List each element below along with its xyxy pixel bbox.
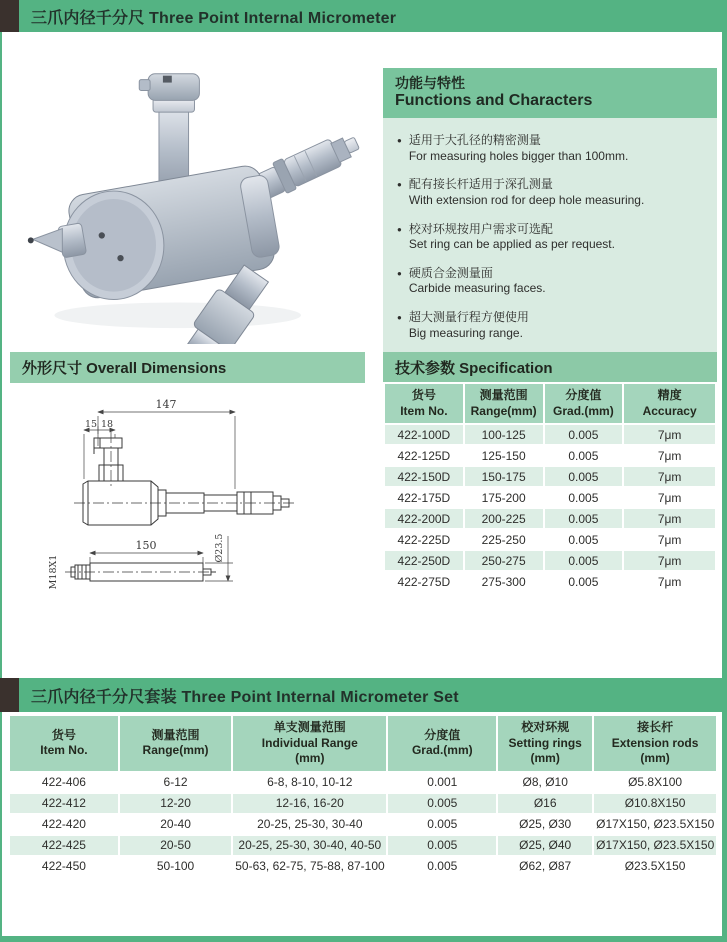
dimensions-section-heading: 外形尺寸 Overall Dimensions: [10, 352, 365, 383]
table-cell: 200-225: [465, 509, 543, 528]
feature-text-cn: 适用于大孔径的精密测量: [408, 133, 541, 148]
set-table: [8, 714, 718, 878]
table-cell: 6-8, 8-10, 10-12: [233, 773, 386, 792]
table-cell: 7μm: [624, 488, 715, 507]
feature-text-en: Set ring can be applied as per request.: [408, 237, 615, 252]
table-cell: Ø5.8X100: [594, 773, 716, 792]
table-row: [10, 857, 716, 876]
column-header: 货号 Item No.: [10, 716, 118, 771]
table-cell: 422-425: [10, 836, 118, 855]
table-cell: 422-450: [10, 857, 118, 876]
column-header: 接长杆 Extension rods (mm): [594, 716, 716, 771]
table-cell: Ø17X150, Ø23.5X150: [594, 815, 716, 834]
bullet-icon: ●: [397, 224, 402, 234]
table-row: [385, 446, 715, 465]
table-row: [385, 488, 715, 507]
table-row: [385, 425, 715, 444]
page-border-left: [0, 0, 2, 942]
column-header: 测量范围 Range(mm): [465, 384, 543, 423]
table-cell: Ø23.5X150: [594, 857, 716, 876]
table-cell: 50-63, 62-75, 75-88, 87-100: [233, 857, 386, 876]
table-cell: 7μm: [624, 551, 715, 570]
feature-text-en: With extension rod for deep hole measuring.: [408, 192, 645, 207]
table-cell: Ø62, Ø87: [498, 857, 592, 876]
specification-table-head: [385, 384, 715, 423]
table-cell: 0.005: [388, 815, 496, 834]
feature-text-cn: 配有接长杆适用于深孔测量: [408, 177, 553, 192]
table-cell: 422-200D: [385, 509, 463, 528]
table-cell: 100-125: [465, 425, 543, 444]
specification-table-body: [385, 425, 715, 591]
table-cell: 12-20: [120, 794, 231, 813]
table-cell: 7μm: [624, 425, 715, 444]
feature-item: [395, 222, 705, 253]
table-cell: 422-175D: [385, 488, 463, 507]
table-cell: 7μm: [624, 572, 715, 591]
table-cell: 7μm: [624, 446, 715, 465]
table-cell: 12-16, 16-20: [233, 794, 386, 813]
table-cell: 422-250D: [385, 551, 463, 570]
feature-text-cn: 硬质合金测量面: [408, 265, 493, 280]
set-header-bar: [0, 678, 727, 712]
table-cell: Ø8, Ø10: [498, 773, 592, 792]
feature-text-cn: 校对环规按用户需求可选配: [408, 221, 553, 236]
table-cell: Ø25, Ø40: [498, 836, 592, 855]
main-header-bar: [0, 0, 727, 32]
header-row: [385, 384, 715, 423]
table-cell: 7μm: [624, 530, 715, 549]
dim-label-18: 18: [100, 419, 114, 430]
header-accent-square: [0, 0, 19, 32]
header-row: [10, 716, 716, 771]
table-cell: 422-100D: [385, 425, 463, 444]
table-cell: 422-412: [10, 794, 118, 813]
table-cell: 125-150: [465, 446, 543, 465]
functions-heading-en: Functions and Characters: [395, 91, 593, 109]
product-photo: [15, 46, 370, 344]
table-row: [10, 815, 716, 834]
table-cell: 275-300: [465, 572, 543, 591]
dimension-drawing: [10, 386, 375, 662]
specification-table: [383, 382, 717, 593]
dim-label-thread: M18X1: [48, 554, 59, 590]
table-cell: 20-50: [120, 836, 231, 855]
table-cell: 422-125D: [385, 446, 463, 465]
bullet-icon: ●: [397, 136, 402, 146]
table-cell: 7μm: [624, 467, 715, 486]
bullet-icon: ●: [397, 180, 402, 190]
functions-heading: [383, 68, 717, 118]
dim-label-150: 150: [135, 539, 157, 552]
table-cell: 6-12: [120, 773, 231, 792]
table-cell: 0.005: [545, 488, 623, 507]
functions-list: [383, 118, 717, 361]
header-accent-square: [0, 678, 19, 712]
feature-text-en: Big measuring range.: [408, 325, 523, 340]
column-header: 校对环规 Setting rings (mm): [498, 716, 592, 771]
table-row: [385, 551, 715, 570]
table-cell: 0.005: [545, 551, 623, 570]
table-cell: 422-225D: [385, 530, 463, 549]
bullet-icon: ●: [397, 312, 402, 322]
dim-label-diameter: Ø23.5: [214, 533, 225, 563]
column-header: 单支测量范围 Individual Range (mm): [233, 716, 386, 771]
set-table-body: [10, 773, 716, 876]
column-header: 分度值 Grad.(mm): [545, 384, 623, 423]
page-title: 三爪内径千分尺 Three Point Internal Micrometer: [31, 9, 397, 27]
table-cell: 422-406: [10, 773, 118, 792]
table-cell: 0.005: [545, 530, 623, 549]
table-row: [385, 530, 715, 549]
table-cell: Ø10.8X150: [594, 794, 716, 813]
table-cell: Ø17X150, Ø23.5X150: [594, 836, 716, 855]
table-cell: 0.005: [388, 857, 496, 876]
table-cell: 422-150D: [385, 467, 463, 486]
table-cell: 0.005: [388, 836, 496, 855]
specification-heading: 技术参数 Specification: [383, 352, 717, 382]
table-cell: 250-275: [465, 551, 543, 570]
set-table-head: [10, 716, 716, 771]
table-row: [10, 773, 716, 792]
table-row: [385, 509, 715, 528]
table-row: [10, 836, 716, 855]
table-cell: 20-40: [120, 815, 231, 834]
feature-text-en: Carbide measuring faces.: [408, 281, 546, 296]
table-cell: 20-25, 25-30, 30-40: [233, 815, 386, 834]
column-header: 分度值 Grad.(mm): [388, 716, 496, 771]
table-cell: 225-250: [465, 530, 543, 549]
functions-panel: [383, 68, 717, 361]
set-section-title: 三爪内径千分尺套装 Three Point Internal Micrometer Set: [31, 688, 459, 706]
table-cell: 0.001: [388, 773, 496, 792]
dim-label-147: 147: [155, 398, 177, 411]
table-cell: 422-275D: [385, 572, 463, 591]
column-header: 货号 Item No.: [385, 384, 463, 423]
feature-item: [395, 266, 705, 297]
table-cell: 7μm: [624, 509, 715, 528]
feature-item: [395, 177, 705, 208]
table-cell: 150-175: [465, 467, 543, 486]
table-cell: 50-100: [120, 857, 231, 876]
functions-heading-cn: 功能与特性: [395, 75, 465, 91]
table-cell: 422-420: [10, 815, 118, 834]
column-header: 测量范围 Range(mm): [120, 716, 231, 771]
table-cell: 0.005: [545, 425, 623, 444]
table-row: [385, 467, 715, 486]
dim-label-15: 15: [84, 419, 98, 430]
set-table-section: [8, 714, 718, 878]
bullet-icon: ●: [397, 268, 402, 278]
feature-item: [395, 133, 705, 164]
table-cell: Ø25, Ø30: [498, 815, 592, 834]
table-cell: 0.005: [545, 467, 623, 486]
specification-panel: [383, 352, 717, 593]
feature-item: [395, 310, 705, 341]
table-cell: 0.005: [388, 794, 496, 813]
table-cell: 20-25, 25-30, 30-40, 40-50: [233, 836, 386, 855]
table-cell: 0.005: [545, 572, 623, 591]
table-row: [385, 572, 715, 591]
feature-text-en: For measuring holes bigger than 100mm.: [408, 148, 629, 163]
table-row: [10, 794, 716, 813]
table-cell: Ø16: [498, 794, 592, 813]
table-cell: 175-200: [465, 488, 543, 507]
column-header: 精度 Accuracy: [624, 384, 715, 423]
table-cell: 0.005: [545, 509, 623, 528]
page-border-right: [722, 0, 727, 942]
page-border-bottom: [0, 936, 727, 942]
table-cell: 0.005: [545, 446, 623, 465]
feature-text-cn: 超大测量行程方便使用: [408, 309, 529, 324]
